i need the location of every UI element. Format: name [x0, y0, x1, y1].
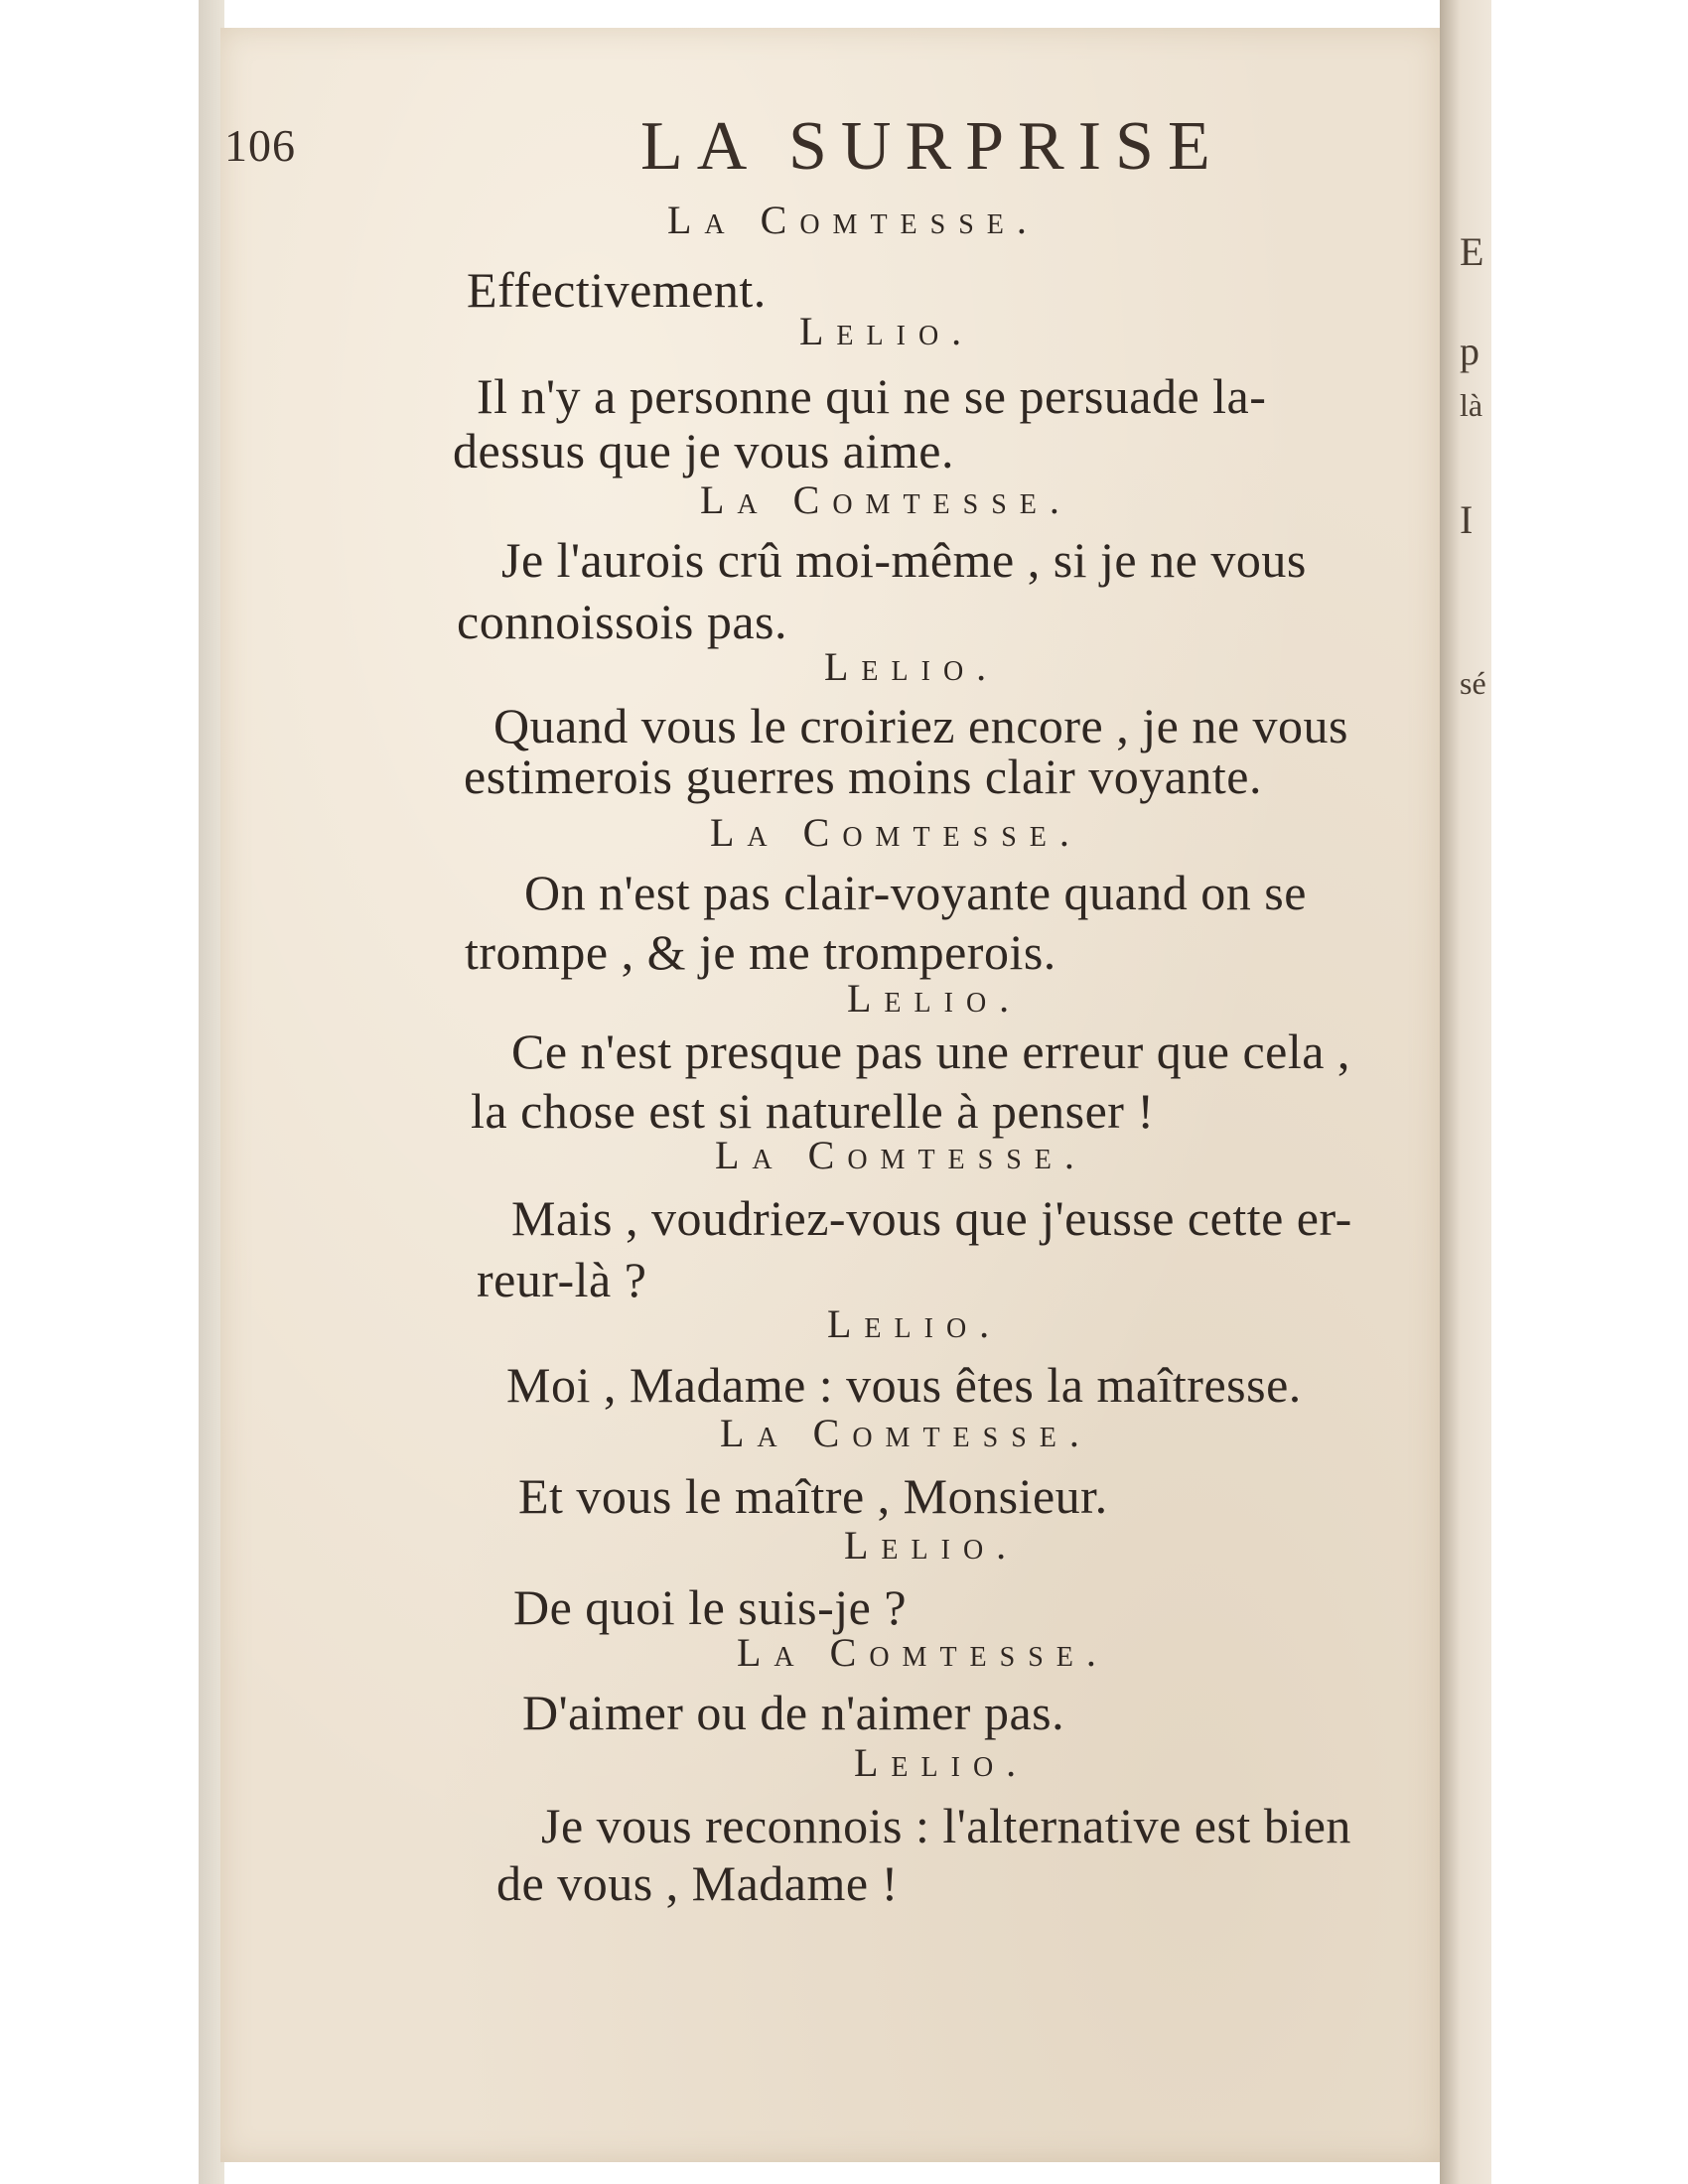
dialogue-line: trompe , & je me tromperois.	[465, 924, 1056, 980]
running-title: LA SURPRISE	[640, 108, 1224, 185]
dialogue-line: reur-là ?	[477, 1252, 647, 1307]
dialogue-line: dessus que je vous aime.	[453, 423, 954, 478]
neighbor-fragment: là	[1460, 387, 1483, 423]
dialogue-line: D'aimer ou de n'aimer pas.	[522, 1685, 1065, 1740]
dialogue-line: Quand vous le croiriez encore , je ne vous	[493, 698, 1348, 753]
dialogue-line: Et vous le maître , Monsieur.	[518, 1468, 1108, 1524]
speaker-name: Lelio.	[854, 1740, 1030, 1785]
dialogue-line: estimerois guerres moins clair voyante.	[464, 749, 1262, 804]
dialogue-line: de vous , Madame !	[496, 1855, 899, 1911]
neighbor-page-edge	[1440, 0, 1491, 2184]
neighbor-fragment: I	[1460, 497, 1474, 542]
neighbor-fragment: sé	[1460, 665, 1486, 701]
dialogue-line: Moi , Madame : vous êtes la maîtresse.	[506, 1357, 1302, 1413]
dialogue-line: Il n'y a personne qui ne se persuade la-	[477, 368, 1267, 424]
speaker-name: La Comtesse.	[710, 810, 1082, 855]
speaker-name: La Comtesse.	[737, 1630, 1109, 1675]
speaker-name: Lelio.	[827, 1301, 1003, 1346]
speaker-name: La Comtesse.	[715, 1133, 1087, 1177]
speaker-name: Lelio.	[844, 1523, 1020, 1568]
speaker-name: La Comtesse.	[720, 1411, 1092, 1455]
neighbor-fragment: p	[1460, 329, 1479, 373]
dialogue-line: Mais , voudriez-vous que j'eusse cette er-	[511, 1190, 1352, 1246]
speaker-name: La Comtesse.	[700, 478, 1072, 522]
dialogue-line: la chose est si naturelle à penser !	[471, 1083, 1155, 1139]
speaker-name: Lelio.	[824, 644, 1000, 689]
speaker-name: Lelio.	[799, 309, 975, 353]
speaker-name: La Comtesse.	[667, 198, 1040, 242]
page-number: 106	[224, 120, 296, 171]
speaker-name: Lelio.	[847, 976, 1023, 1021]
neighbor-fragment: E	[1460, 229, 1484, 274]
dialogue-line: connoissois pas.	[457, 594, 787, 649]
dialogue-line: Effectivement.	[467, 262, 767, 318]
dialogue-line: Je vous reconnois : l'alternative est bien	[541, 1798, 1351, 1853]
dialogue-line: On n'est pas clair-voyante quand on se	[524, 865, 1307, 920]
dialogue-line: Je l'aurois crû moi-même , si je ne vous	[501, 532, 1307, 588]
dialogue-line: De quoi le suis-je ?	[513, 1579, 908, 1635]
dialogue-line: Ce n'est presque pas une erreur que cela ,	[511, 1024, 1350, 1079]
